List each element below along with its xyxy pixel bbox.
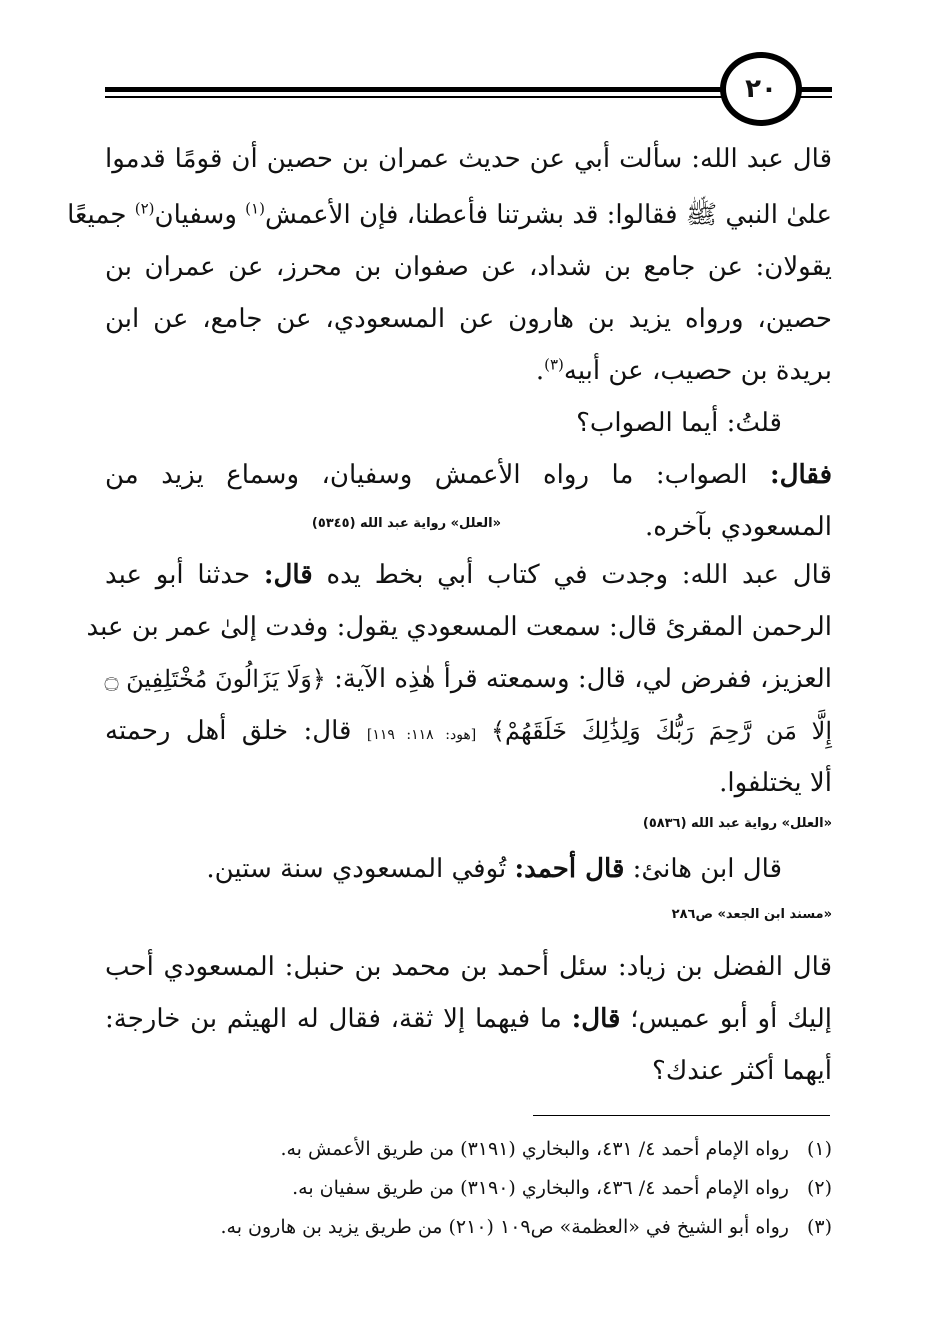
quran-verse-part2: إِلَّا مَن رَّحِمَ رَبُّكَ وَلِذَٰلِكَ خَلَقَهُمْ﴾ — [476, 717, 833, 745]
footnote-2 — [292, 1177, 832, 1199]
para1-line3: يقولان: عن جامع بن شداد، عن صفوان بن محرز، عن عمران بن — [105, 252, 832, 282]
footnote-3-text: رواه أبو الشيخ في «العظمة» ص١٠٩ (٢١٠) من طريق يزيد بن هارون به. — [220, 1216, 789, 1238]
quran-reference: [هود: ١١٨: ١١٩] — [366, 727, 477, 743]
para6-line2 — [105, 992, 832, 1046]
para6-line2-text-a: إليك أو أبو عميس؛ — [620, 1004, 833, 1034]
page-number-badge — [720, 52, 802, 126]
para1-line5-text: بريدة بن حصيب، عن أبيه — [563, 356, 832, 386]
header-rule-right-thick — [800, 87, 832, 92]
footnote-1-number: (١) — [806, 1138, 832, 1160]
footnote-1 — [280, 1138, 832, 1160]
para4-line1-text-c: حدثنا أبو عبد — [105, 560, 264, 590]
footnote-ref-3[interactable]: (٣) — [544, 355, 564, 374]
footnote-separator — [533, 1115, 830, 1116]
footnote-3 — [220, 1216, 832, 1238]
para4-line3 — [105, 652, 832, 706]
page-number: ٢٠ — [745, 74, 777, 104]
header-rule-thick — [105, 87, 722, 92]
para5-line1-text-c: تُوفي المسعودي سنة ستين. — [206, 854, 515, 884]
para3-source: «العلل» رواية عبد الله (٥٣٤٥) — [311, 516, 501, 531]
para1-line1: قال عبد الله: سألت أبي عن حديث عمران بن حصين أن قومًا قدموا — [105, 144, 832, 174]
para3-label: فقال: — [770, 460, 832, 490]
para5-line1 — [105, 842, 782, 896]
header-rule-right-thin — [800, 96, 832, 98]
para6-line3: أيهما أكثر عندك؟ — [652, 1056, 832, 1086]
para4-line4 — [105, 704, 832, 762]
para1-line2-text-b: وسفيان — [154, 200, 246, 230]
para1-line2 — [67, 188, 832, 242]
para6-label: قال: — [571, 1004, 621, 1034]
para3-line1 — [105, 448, 832, 502]
para6-line2-text-c: ما فيهما إلا ثقة، فقال له الهيثم بن خارجة: — [105, 1004, 572, 1034]
para1-line2-text-c: جميعًا — [67, 200, 135, 230]
para4-line1-label: قال: — [263, 560, 313, 590]
para2-line1: قلتُ: أيما الصواب؟ — [576, 408, 782, 438]
footnote-2-text: رواه الإمام أحمد ٤/ ٤٣٦، والبخاري (٣١٩٠) من طريق سفيان به. — [292, 1177, 789, 1199]
para1-line5-end: . — [535, 356, 545, 386]
para4-line2: الرحمن المقرئ قال: سمعت المسعودي يقول: وفدت إلىٰ عمر بن عبد — [86, 612, 832, 642]
footnote-ref-2[interactable]: (٢) — [134, 199, 155, 218]
para1-line5 — [105, 344, 832, 398]
para6-line1: قال الفضل بن زياد: سئل أحمد بن محمد بن حنبل: المسعودي أحب — [105, 952, 832, 982]
footnote-ref-1[interactable]: (١) — [245, 199, 265, 218]
para4-source: «العلل» رواية عبد الله (٥٨٣٦) — [642, 816, 832, 831]
para3-line2: المسعودي بآخره. — [644, 512, 832, 542]
para3-line1-text: الصواب: ما رواه الأعمش وسفيان، وسماع يزيد من — [105, 460, 770, 490]
para1-line4: حصين، ورواه يزيد بن هارون عن المسعودي، عن جامع، عن ابن — [105, 304, 832, 334]
para5-label: قال أحمد: — [514, 854, 625, 884]
para5-source: «مسند ابن الجعد» ص٢٨٦ — [671, 907, 832, 922]
para1-line2-text-a: علىٰ النبي ﷺ فقالوا: قد بشرتنا فأعطنا، فإن الأعمش — [264, 200, 832, 230]
para4-line5: ألا يختلفوا. — [719, 768, 832, 798]
para4-line4-text: قال: خلق أهل رحمته — [105, 716, 367, 746]
quran-verse-part1: ﴿وَلَا يَزَالُونَ مُخْتَلِفِينَ ۝ — [104, 665, 326, 693]
footnote-3-number: (٣) — [806, 1216, 832, 1238]
para4-line1-text-a: قال عبد الله: وجدت في كتاب أبي بخط يده — [312, 560, 832, 590]
para4-line3-text: العزيز، ففرض لي، قال: وسمعته قرأ هٰذِه الآية: — [325, 664, 832, 694]
footnote-2-number: (٢) — [806, 1177, 832, 1199]
header-rule-thin — [105, 96, 722, 98]
footnote-1-text: رواه الإمام أحمد ٤/ ٤٣١، والبخاري (٣١٩١) من طريق الأعمش به. — [280, 1138, 789, 1160]
para5-line1-text-a: قال ابن هانئ: — [624, 854, 782, 884]
para4-line1 — [105, 548, 832, 602]
